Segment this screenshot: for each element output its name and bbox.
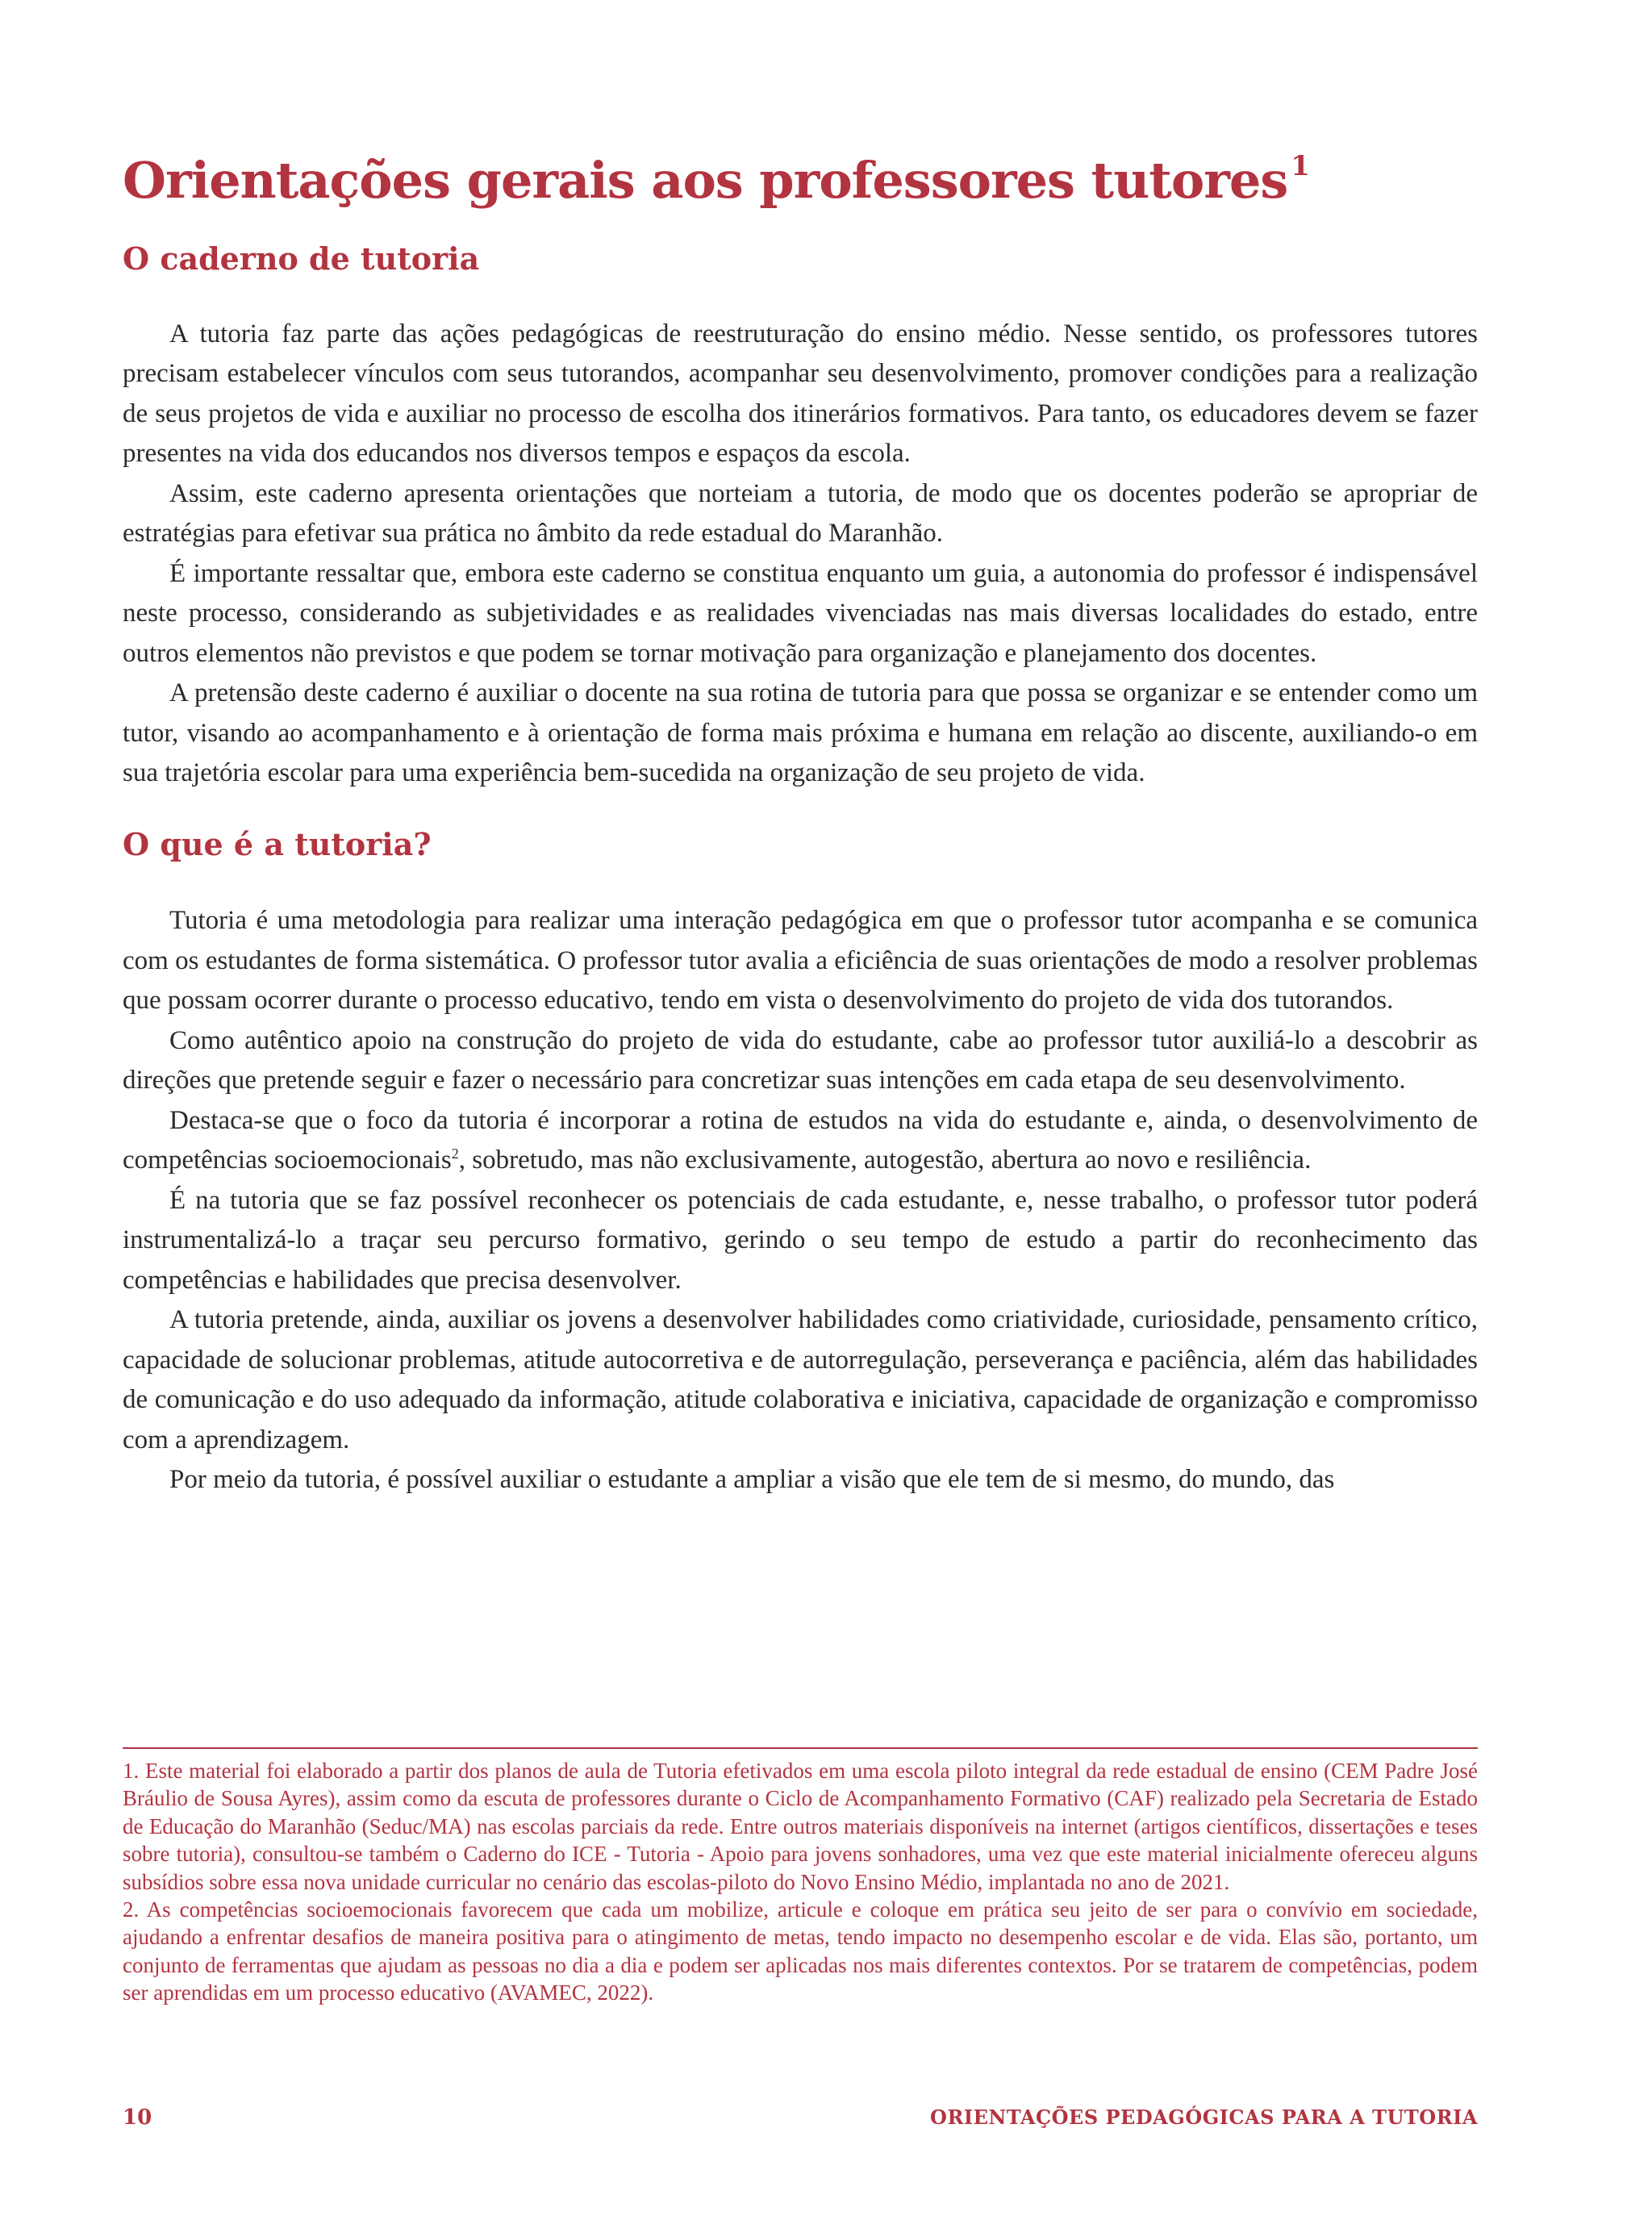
paragraph: A pretensão deste caderno é auxiliar o docente na sua rotina de tutoria para que possa se organizar e se entender como um tutor, visando ao acompanhamento e à orientação de forma mais próxima e humana em relação ao discente, auxiliando-o em sua trajetória escolar para uma experiência bem-sucedida na organização de seu projeto de vida. — [123, 678, 1478, 788]
paragraph-text: , sobretudo, mas não exclusivamente, autogestão, abertura ao novo e resiliência. — [458, 1146, 1312, 1175]
title-footnote-mark[interactable]: 1 — [1291, 150, 1309, 182]
paragraph-text: Destaca-se que o foco da tutoria é incorporar a rotina de estudos na vida do estudante e, ainda, o desenvolvimento de competências socioemocionais — [123, 1105, 1478, 1175]
footnote-mark-2[interactable]: 2 — [451, 1146, 459, 1162]
paragraph: A tutoria pretende, ainda, auxiliar os jovens a desenvolver habilidades como criatividade, curiosidade, pensamento crítico, capacidade de solucionar problemas, atitude autocorretiva e de autorregulação, perseverança e paciência, além das habilidades de comunicação e do uso adequado da informação, atitude colaborativa e iniciativa, capacidade de organização e compromisso com a aprendizagem. — [123, 1305, 1478, 1454]
page-title-text: Orientações gerais aos professores tutores — [123, 151, 1288, 210]
paragraph: Como autêntico apoio na construção do projeto de vida do estudante, cabe ao professor tutor auxiliá-lo a descobrir as direções que pretende seguir e fazer o necessário para concretizar suas intenções em cada etapa de seu desenvolvimento. — [123, 1025, 1478, 1095]
section-body-caderno — [123, 315, 1478, 794]
section-body-tutoria — [123, 901, 1478, 1500]
footnote-2: 2. As competências socioemocionais favorecem que cada um mobilize, articule e coloque em prática seu jeito de ser para o convívio em sociedade, ajudando a enfrentar desafios de maneira positiva para o atingimento de metas, tendo impacto no desempenho escolar e de vida. Elas são, portanto, um conjunto de ferramentas que ajudam as pessoas no dia a dia e podem ser aplicadas nos mais diferentes contextos. Por se tratarem de competências, podem ser aprendidas em um processo educativo (AVAMEC, 2022). — [123, 1897, 1478, 2005]
footnote-divider — [123, 1747, 1478, 1749]
paragraph: Tutoria é uma metodologia para realizar uma interação pedagógica em que o professor tutor acompanha e se comunica com os estudantes de forma sistemática. O professor tutor avalia a eficiência de suas orientações de modo a resolver problemas que possam ocorrer durante o processo educativo, tendo em vista o desenvolvimento do projeto de vida dos tutorandos. — [123, 906, 1478, 1016]
paragraph — [123, 1101, 1478, 1181]
footnote-1: 1. Este material foi elaborado a partir dos planos de aula de Tutoria efetivados em uma escola piloto integral da rede estadual de ensino (CEM Padre José Bráulio de Sousa Ayres), assim como da escuta de professores durante o Ciclo de Acompanhamento Formativo (CAF) realizado pela Secretaria de Estado de Educação do Maranhão (Seduc/MA) nas escolas parciais da rede. Entre outros materiais disponíveis na internet (artigos científicos, dissertações e teses sobre tutoria), consultou-se também o Caderno do ICE - Tutoria - Apoio para jovens sonhadores, uma vez que este material inicialmente ofereceu alguns subsídios sobre essa nova unidade curricular no cenário das escolas-piloto do Novo Ensino Médio, implantada no ano de 2021. — [123, 1759, 1478, 1894]
running-title: ORIENTAÇÕES PEDAGÓGICAS PARA A TUTORIA — [930, 2105, 1478, 2129]
paragraph: Por meio da tutoria, é possível auxiliar o estudante a ampliar a visão que ele tem de si mesmo, do mundo, das — [169, 1465, 1335, 1495]
page-content — [123, 150, 1478, 1500]
footnotes — [123, 1757, 1478, 2007]
paragraph: É importante ressaltar que, embora este caderno se constitua enquanto um guia, a autonomia do professor é indispensável neste processo, considerando as subjetividades e as realidades vivenciadas nas mais diversas localidades do estado, entre outros elementos não previstos e que podem se tornar motivação para organização e planejamento dos docentes. — [123, 558, 1478, 668]
paragraph: A tutoria faz parte das ações pedagógicas de reestruturação do ensino médio. Nesse sentido, os professores tutores precisam estabelecer vínculos com seus tutorandos, acompanhar seu desenvolvimento, promover condições para a realização de seus projetos de vida e auxiliar no processo de escolha dos itinerários formativos. Para tanto, os educadores devem se fazer presentes na vida dos educandos nos diversos tempos e espaços da escola. — [123, 319, 1478, 469]
section-heading-caderno: O caderno de tutoria — [123, 240, 480, 278]
page-title — [123, 150, 1478, 210]
paragraph: É na tutoria que se faz possível reconhecer os potenciais de cada estudante, e, nesse trabalho, o professor tutor poderá instrumentalizá-lo a traçar seu percurso formativo, gerindo o seu tempo de estudo a partir do reconhecimento das competências e habilidades que precisa desenvolver. — [123, 1185, 1478, 1295]
page-number: 10 — [123, 2105, 152, 2130]
section-heading-tutoria: O que é a tutoria? — [123, 825, 432, 862]
paragraph: Assim, este caderno apresenta orientações que norteiam a tutoria, de modo que os docentes poderão se apropriar de estratégias para efetivar sua prática no âmbito da rede estadual do Maranhão. — [123, 478, 1478, 549]
